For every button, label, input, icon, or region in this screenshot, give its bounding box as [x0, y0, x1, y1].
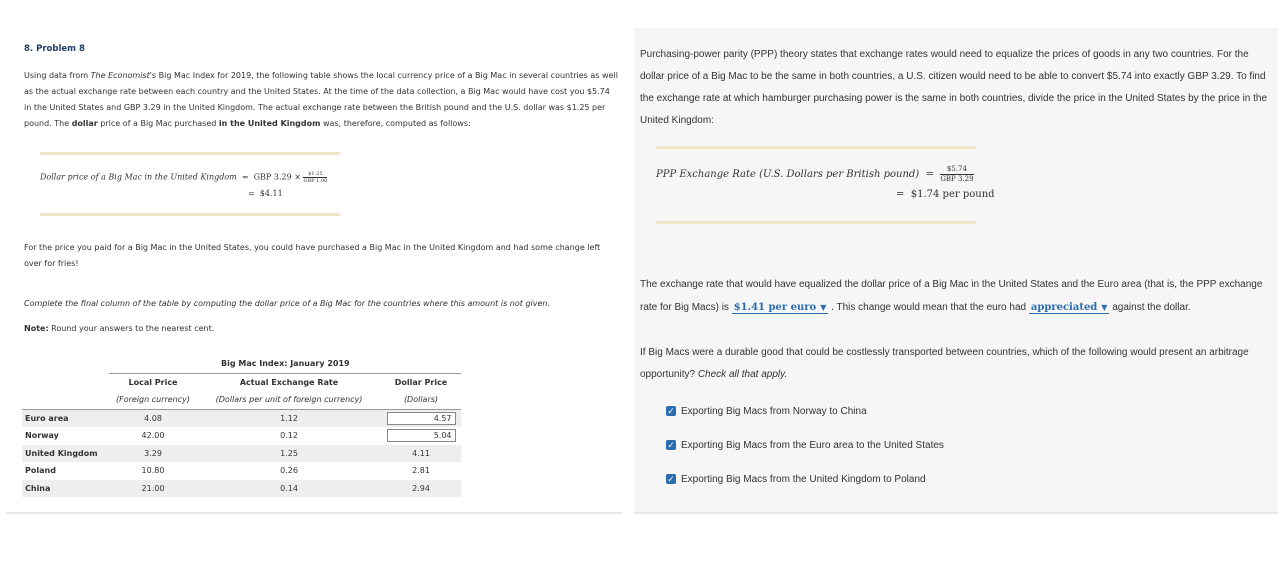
table-title-spacer	[22, 355, 109, 373]
formula-frac-den: GBP 1.00	[303, 178, 328, 184]
intro-source: The Economist	[90, 71, 150, 80]
row-country: United Kingdom	[22, 445, 109, 463]
row-local-price: 10.80	[141, 466, 165, 476]
table-row	[22, 445, 461, 463]
note-text: Round your answers to the nearest cent.	[48, 324, 215, 333]
appreciation-dropdown-value: appreciated	[1030, 302, 1098, 313]
table-title-row	[22, 355, 461, 373]
ppp-formula-eq: =	[925, 169, 934, 180]
header-spacer-2	[22, 391, 109, 409]
euro-text-b: . This change would mean that the euro had	[828, 302, 1029, 313]
intro-text-c: price of a Big Mac purchased	[97, 119, 219, 128]
intro-text-a: Using data from	[24, 71, 91, 80]
option-label: Exporting Big Macs from Norway to China	[681, 406, 867, 417]
intro-bold-uk: in the United Kingdom	[218, 119, 321, 128]
formula-fraction	[303, 171, 327, 184]
instruction-text: Complete the final column of the table by computing the dollar price of a Big Mac for the countries where this amount is not given.	[24, 299, 551, 308]
row-country: Poland	[25, 466, 56, 476]
ppp-formula-eq2: =	[896, 189, 905, 200]
rounding-note	[24, 321, 619, 337]
uk-dollar-price-formula	[40, 152, 340, 216]
row-exchange-rate: 1.12	[197, 409, 381, 427]
table-row	[22, 427, 461, 445]
arbitrage-question	[640, 342, 1274, 386]
checkbox-checked-icon[interactable]: ✓	[667, 406, 675, 417]
row-dollar-price: 4.11	[381, 445, 461, 463]
euro-text-c: against the dollar.	[1109, 302, 1191, 313]
option-uk-poland[interactable]	[666, 474, 926, 485]
header-rate-unit: (Dollars per unit of foreign currency)	[197, 391, 381, 409]
dollar-price-input-norway[interactable]: 5.04	[387, 429, 456, 442]
row-local-price: 42.00	[141, 431, 165, 441]
intro-bold-dollar: dollar	[71, 119, 98, 128]
row-exchange-rate: 0.26	[280, 466, 298, 476]
intro-text-d: was, therefore, computed as follows:	[320, 119, 471, 128]
intro-text-b: 's Big Mac Index for 2019, the following table shows the local currency price of a Big Mac in several countries as well as the actual exchange rate between each country and the United States. At the time of the data collection, a Big Mac would have cost you $5.74 in the United States and GBP 3.29 in the United Kingdom. The actual exchange rate between the British pound and the U.S. dollar was $1.25 per pound. The	[24, 71, 618, 128]
header-spacer-1	[22, 373, 109, 391]
ppp-formula	[656, 146, 995, 224]
euro-text-a: The exchange rate that would have equalized the dollar price of a Big Mac in the United States and the Euro area (that is, the PPP exchange rate for Big Macs) is	[640, 279, 1263, 313]
question-emphasis: Check all that apply.	[697, 369, 788, 380]
option-norway-china[interactable]	[666, 406, 867, 417]
row-local-price: 3.29	[109, 445, 197, 463]
formula-expr: GBP 3.29 ×	[253, 172, 301, 182]
change-note: For the price you paid for a Big Mac in the United States, you could have purchased a Big Mac in the United Kingdom and had some change left over for fries!	[24, 243, 601, 268]
row-country: Euro area	[22, 409, 109, 427]
formula-eq: =	[241, 172, 249, 182]
row-local-price: 4.08	[109, 409, 197, 427]
euro-ppp-dropdown-value: $1.41 per euro	[733, 302, 817, 313]
row-exchange-rate: 1.25	[197, 445, 381, 463]
table-row	[22, 480, 461, 498]
question-text: If Big Macs were a durable good that could be costlessly transported between countries, which of the following would present an arbitrage opportunity?	[640, 347, 1249, 380]
problem-title: 8. Problem 8	[24, 44, 85, 54]
option-euro-us[interactable]	[666, 440, 944, 451]
note-label: Note:	[24, 324, 49, 333]
table-row	[22, 409, 461, 427]
chevron-down-icon: ▼	[1101, 302, 1108, 312]
explanation-panel	[634, 28, 1278, 514]
header-local-unit: (Foreign currency)	[109, 391, 197, 409]
euro-ppp-paragraph	[640, 274, 1274, 319]
ppp-formula-result: $1.74 per pound	[910, 189, 995, 200]
row-country: Norway	[25, 431, 59, 441]
ppp-frac-den: GBP 3.29	[940, 175, 974, 183]
row-dollar-cell	[381, 409, 461, 427]
row-dollar-price: 2.94	[381, 480, 461, 498]
row-exchange-rate: 0.12	[280, 431, 298, 441]
row-local-price: 21.00	[109, 480, 197, 498]
formula-lhs: Dollar price of a Big Mac in the United Kingdom	[40, 172, 237, 182]
row-country: China	[22, 480, 109, 498]
formula-row1	[40, 171, 327, 184]
checkbox-checked-icon[interactable]: ✓	[667, 474, 675, 485]
appreciation-dropdown[interactable]	[1029, 302, 1110, 314]
ppp-explanation: Purchasing-power parity (PPP) theory states that exchange rates would need to equalize the prices of goods in any two countries. For the dollar price of a Big Mac to be the same in both countries, a U.S. citizen would need to be able to convert $5.74 into exactly GBP 3.29. To find the exchange rate at which hamburger purchasing power is the same in both countries, divide the price in the United States by the price in the United Kingdom:	[640, 49, 1268, 126]
big-mac-table	[22, 355, 461, 497]
row-dollar-price: 2.81	[412, 466, 430, 476]
intro-paragraph	[24, 68, 619, 132]
ppp-formula-row1	[656, 165, 974, 184]
euro-ppp-dropdown[interactable]	[732, 302, 829, 314]
formula-result: $4.11	[259, 189, 283, 198]
header-exchange-rate: Actual Exchange Rate	[239, 377, 339, 387]
ppp-fraction	[940, 165, 973, 184]
formula-row2	[248, 189, 283, 198]
checkbox-checked-icon[interactable]: ✓	[667, 440, 675, 451]
chevron-down-icon: ▼	[820, 302, 827, 312]
row-exchange-rate: 0.14	[197, 480, 381, 498]
formula-frac-num: $1.25	[303, 171, 327, 178]
header-local-price: Local Price	[128, 377, 178, 387]
ppp-formula-lhs: PPP Exchange Rate (U.S. Dollars per British pound)	[656, 169, 920, 180]
table-header-row-1	[22, 373, 461, 391]
ppp-formula-row2	[896, 189, 995, 200]
option-label: Exporting Big Macs from the United Kingdom to Poland	[681, 474, 926, 485]
header-dollar-price: Dollar Price	[394, 377, 448, 387]
row-dollar-cell	[381, 427, 461, 445]
option-label: Exporting Big Macs from the Euro area to the United States	[681, 440, 944, 451]
ppp-frac-num: $5.74	[940, 165, 973, 175]
table-header-row-2	[22, 391, 461, 409]
table-title: Big Mac Index: January 2019	[109, 355, 461, 373]
dollar-price-input-euro[interactable]: 4.57	[387, 412, 456, 425]
table-row	[22, 462, 461, 480]
header-dollar-unit: (Dollars)	[381, 391, 461, 409]
formula-eq2: =	[248, 189, 255, 198]
